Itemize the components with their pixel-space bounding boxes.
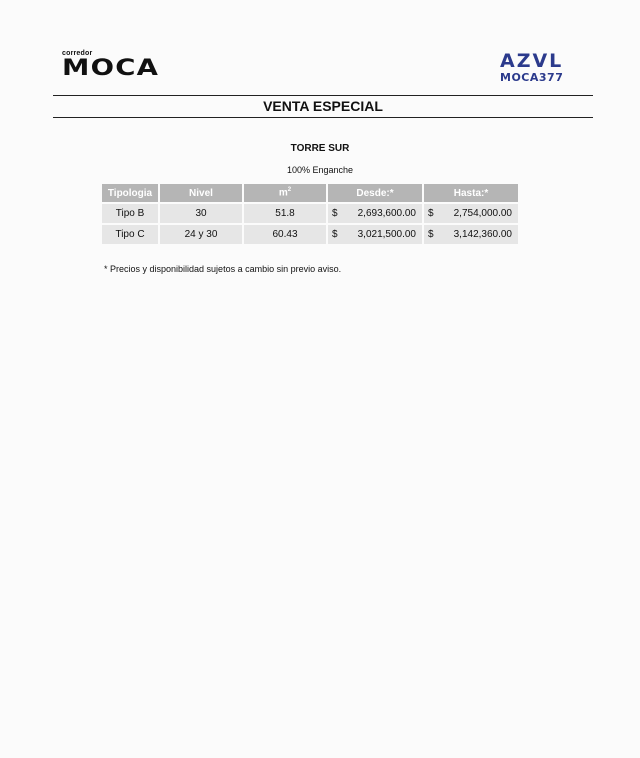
header-m2-base: m xyxy=(278,187,288,199)
logo-big-text: MOCA xyxy=(62,56,160,81)
logo-right-top-text: AZVL xyxy=(500,50,564,72)
cell-tipologia: Tipo C xyxy=(102,225,158,244)
currency-symbol: $ xyxy=(332,208,338,219)
logo-small-text: corredor xyxy=(62,50,93,57)
cell-desde xyxy=(328,204,422,223)
header-m2-exp: 2 xyxy=(287,187,292,194)
header-hasta: Hasta:* xyxy=(424,184,518,202)
price-table xyxy=(100,182,520,246)
cell-nivel: 30 xyxy=(160,204,242,223)
amount-desde: 3,021,500.00 xyxy=(357,229,416,240)
table-row xyxy=(102,204,518,223)
currency-symbol: $ xyxy=(332,229,338,240)
amount-desde: 2,693,600.00 xyxy=(357,208,416,219)
amount-hasta: 2,754,000.00 xyxy=(453,208,512,219)
cell-desde xyxy=(328,225,422,244)
cell-tipologia: Tipo B xyxy=(102,204,158,223)
currency-symbol: $ xyxy=(428,208,434,219)
page-title: VENTA ESPECIAL xyxy=(53,95,593,118)
currency-symbol: $ xyxy=(428,229,434,240)
amount-hasta: 3,142,360.00 xyxy=(453,229,512,240)
table-row xyxy=(102,225,518,244)
logo-right-bottom-text: MOCA377 xyxy=(500,71,564,84)
disclaimer-footnote: * Precios y disponibilidad sujetos a cambio sin previo aviso. xyxy=(104,264,342,274)
cell-hasta xyxy=(424,225,518,244)
payment-note: 100% Enganche xyxy=(286,165,354,175)
cell-m2: 60.43 xyxy=(244,225,326,244)
tower-name: TORRE SUR xyxy=(290,143,350,154)
header-m2 xyxy=(244,184,326,202)
cell-nivel: 24 y 30 xyxy=(160,225,242,244)
azul-moca377-logo xyxy=(500,52,570,84)
header-tipologia: Tipologia xyxy=(102,184,158,202)
table-header-row xyxy=(102,184,518,202)
header-nivel: Nivel xyxy=(160,184,242,202)
header-desde: Desde:* xyxy=(328,184,422,202)
cell-m2: 51.8 xyxy=(244,204,326,223)
cell-hasta xyxy=(424,204,518,223)
corredor-moca-logo xyxy=(62,50,160,81)
